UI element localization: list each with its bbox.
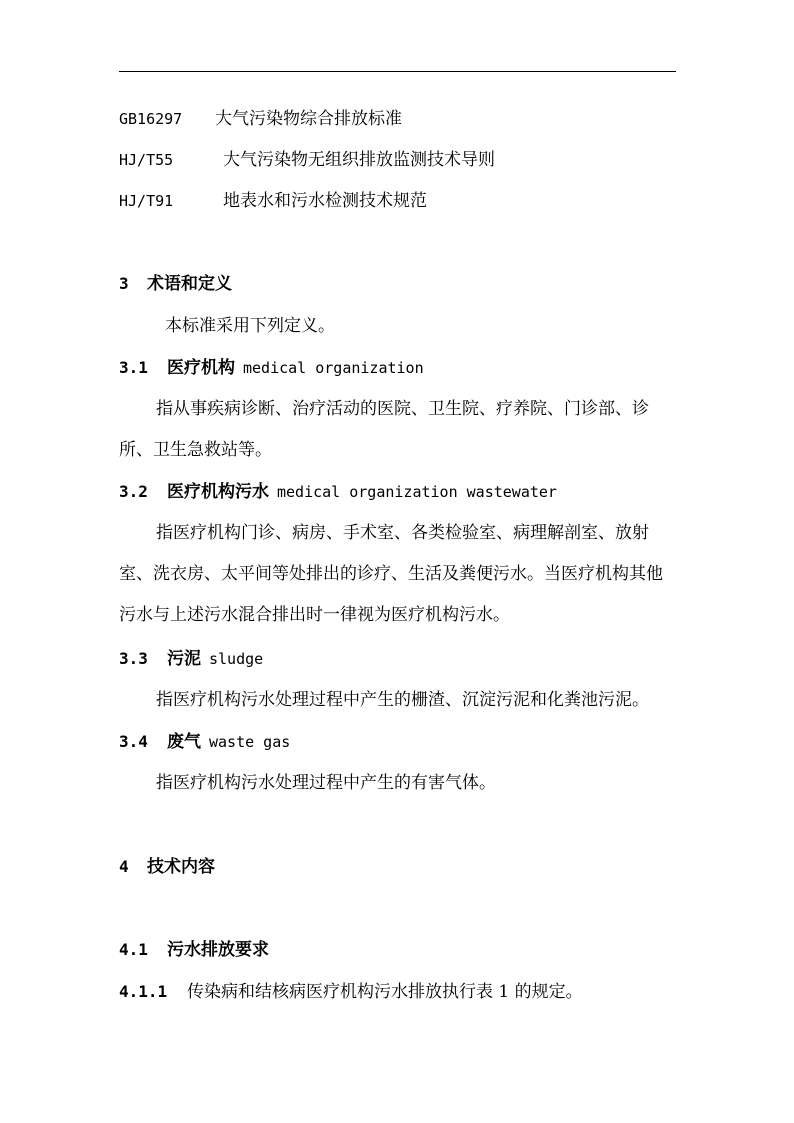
reference-title: 地表水和污水检测技术规范 xyxy=(223,191,427,211)
reference-code: GB16297 xyxy=(119,110,183,128)
term-english: medical organization wastewater xyxy=(277,483,557,501)
term-name: 废气 xyxy=(167,732,201,752)
term-english: medical organization xyxy=(243,359,424,377)
section-3-heading xyxy=(119,273,232,295)
term-3-4-heading xyxy=(119,731,290,753)
term-3-2-heading xyxy=(119,481,557,503)
term-3-3-definition: 指医疗机构污水处理过程中产生的栅渣、沉淀污泥和化粪池污泥。 xyxy=(156,690,649,710)
term-english: waste gas xyxy=(209,733,291,751)
section-number: 4 xyxy=(119,857,129,876)
subsection-4-1-heading xyxy=(119,939,269,961)
section-title: 技术内容 xyxy=(147,857,215,877)
subsection-title: 污水排放要求 xyxy=(167,940,269,960)
reference-line-2 xyxy=(119,149,495,171)
reference-title: 大气污染物无组织排放监测技术导则 xyxy=(223,150,495,170)
term-name: 医疗机构 xyxy=(167,358,235,378)
term-number: 3.4 xyxy=(119,732,148,751)
term-3-1-definition: 指从事疾病诊断、治疗活动的医院、卫生院、疗养院、门诊部、诊所、卫生急救站等。 xyxy=(119,399,649,460)
subsection-number: 4.1 xyxy=(119,940,148,959)
term-3-3-heading xyxy=(119,648,263,670)
reference-title: 大气污染物综合排放标准 xyxy=(215,109,402,129)
term-english: sludge xyxy=(209,650,264,668)
term-number: 3.3 xyxy=(119,649,148,668)
reference-code: HJ/T55 xyxy=(119,151,174,169)
section-title: 术语和定义 xyxy=(147,274,232,294)
clause-number: 4.1.1 xyxy=(119,982,168,1001)
term-3-2-definition: 指医疗机构门诊、病房、手术室、各类检验室、病理解剖室、放射室、洗衣房、太平间等处排出的诊疗、生活及粪便污水。当医疗机构其他污水与上述污水混合排出时一律视为医疗机构污水。 xyxy=(119,523,663,625)
reference-code: HJ/T91 xyxy=(119,192,174,210)
reference-line-1 xyxy=(119,108,402,130)
clause-4-1-1 xyxy=(119,981,583,1003)
section-3-intro: 本标准采用下列定义。 xyxy=(165,316,335,336)
section-number: 3 xyxy=(119,274,129,293)
term-name: 医疗机构污水 xyxy=(167,482,269,502)
term-name: 污泥 xyxy=(167,649,201,669)
term-number: 3.1 xyxy=(119,358,148,377)
header-rule xyxy=(119,71,676,72)
term-number: 3.2 xyxy=(119,482,148,501)
term-3-1-heading xyxy=(119,357,424,379)
term-3-4-definition: 指医疗机构污水处理过程中产生的有害气体。 xyxy=(156,773,496,793)
section-4-heading xyxy=(119,856,215,878)
reference-line-3 xyxy=(119,190,427,212)
clause-text: 传染病和结核病医疗机构污水排放执行表 1 的规定。 xyxy=(187,982,583,1002)
